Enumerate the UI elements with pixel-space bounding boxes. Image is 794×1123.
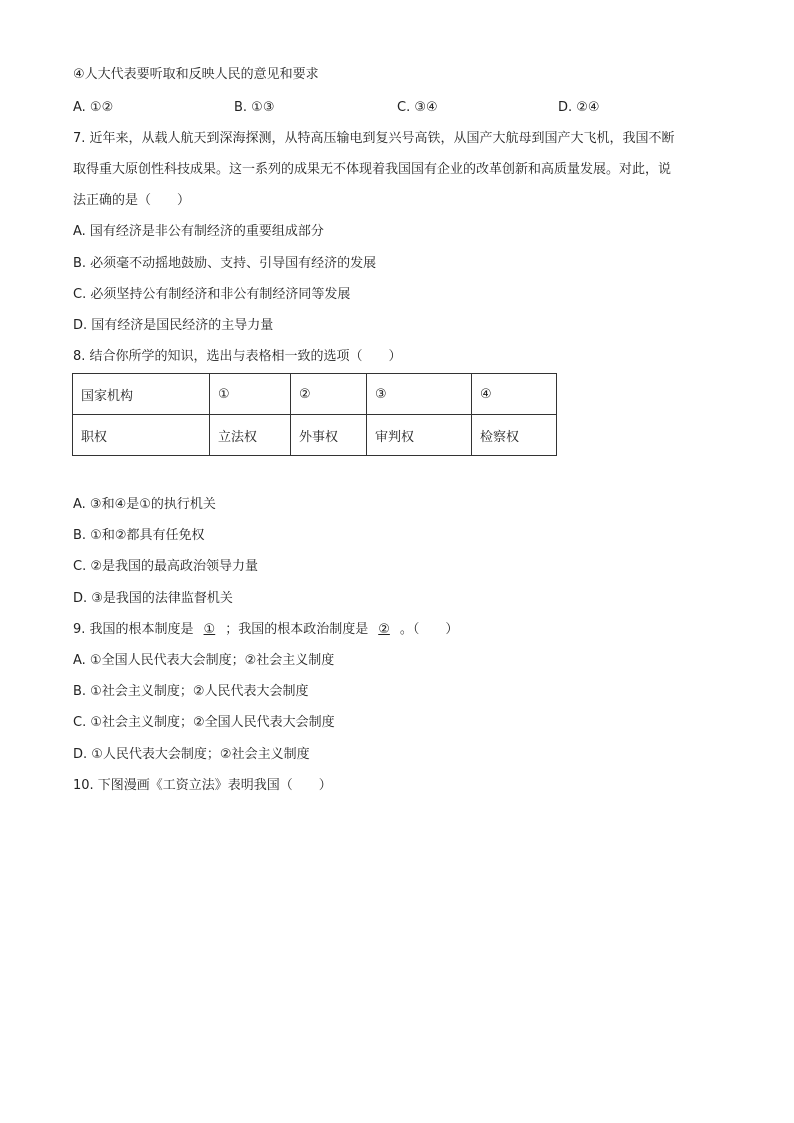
- q7-option-c: C. 必须坚持公有制经济和非公有制经济同等发展: [73, 287, 351, 302]
- q9-stem: [73, 621, 458, 639]
- prev-option-a: A. ①②: [73, 100, 114, 115]
- table-cell: 外事权: [291, 415, 367, 456]
- table-cell: ②: [291, 374, 367, 415]
- q9-option-c: C. ①社会主义制度；②全国人民代表大会制度: [73, 715, 335, 730]
- q10-stem: 10. 下图漫画《工资立法》表明我国（ ）: [73, 778, 332, 793]
- q9-stem-part-b: ；我国的根本政治制度是: [225, 622, 369, 637]
- q8-option-b: B. ①和②都具有任免权: [73, 528, 205, 543]
- table-cell: 国家机构: [73, 374, 210, 415]
- table-row: [73, 415, 557, 456]
- q9-blank-2: ②: [378, 622, 390, 637]
- table-cell: 立法权: [210, 415, 291, 456]
- q9-blank-1: ①: [203, 622, 216, 637]
- prev-option-c: C. ③④: [397, 100, 438, 115]
- q9-option-a: A. ①全国人民代表大会制度；②社会主义制度: [73, 653, 335, 668]
- table-cell: 审判权: [367, 415, 472, 456]
- q8-stem: 8. 结合你所学的知识，选出与表格相一致的选项（ ）: [73, 349, 402, 364]
- table-cell: ④: [472, 374, 557, 415]
- q9-stem-part-c: 。（ ）: [399, 622, 459, 637]
- q7-stem-line1: 7. 近年来，从载人航天到深海探测，从特高压输电到复兴号高铁，从国产大航母到国产大飞机，我国不断: [73, 131, 675, 146]
- prev-option-b: B. ①③: [234, 100, 275, 115]
- q7-stem-line2: 取得重大原创性科技成果。这一系列的成果无不体现着我国国有企业的改革创新和高质量发展。对此，说: [73, 162, 672, 177]
- prev-item-4: ④人大代表要听取和反映人民的意见和要求: [73, 67, 319, 82]
- q9-option-d: D. ①人民代表大会制度；②社会主义制度: [73, 747, 310, 762]
- q8-option-c: C. ②是我国的最高政治领导力量: [73, 559, 258, 574]
- table-cell: 检察权: [472, 415, 557, 456]
- q7-option-b: B. 必须毫不动摇地鼓励、支持、引导国有经济的发展: [73, 256, 377, 271]
- q8-option-a: A. ③和④是①的执行机关: [73, 497, 216, 512]
- table-cell: 职权: [73, 415, 210, 456]
- table-cell: ③: [367, 374, 472, 415]
- q8-option-d: D. ③是我国的法律监督机关: [73, 591, 233, 606]
- table-row: [73, 374, 557, 415]
- table-cell: ①: [210, 374, 291, 415]
- q8-table: [72, 373, 557, 456]
- q9-stem-part-a: 9. 我国的根本制度是: [73, 622, 194, 637]
- prev-option-d: D. ②④: [558, 100, 600, 115]
- q9-option-b: B. ①社会主义制度；②人民代表大会制度: [73, 684, 309, 699]
- q7-option-d: D. 国有经济是国民经济的主导力量: [73, 318, 274, 333]
- q7-stem-line3: 法正确的是（ ）: [73, 193, 191, 208]
- q7-option-a: A. 国有经济是非公有制经济的重要组成部分: [73, 224, 324, 239]
